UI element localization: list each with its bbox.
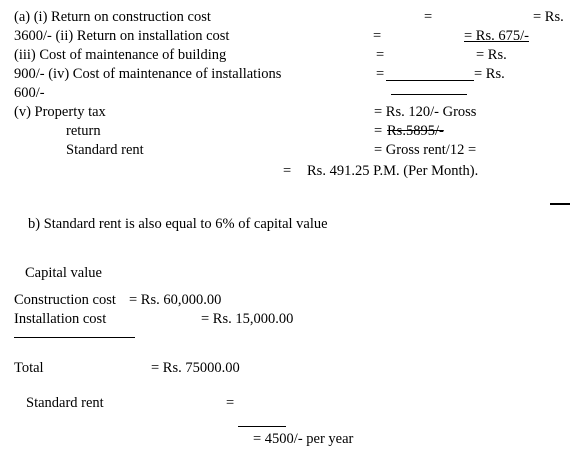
maintenance-building-label: (iii) Cost of maintenance of building — [14, 47, 227, 63]
continuation-600: 600/- — [14, 85, 45, 101]
standard-rent-b-eq: = — [226, 395, 235, 411]
monthly-rent-eq: = — [283, 163, 292, 179]
part-b-statement: b) Standard rent is also equal to 6% of capital value — [28, 216, 328, 232]
maintenance-building-eq: = — [376, 47, 385, 63]
return-installation-eq: = — [373, 28, 382, 44]
standard-rent-formula: = Gross rent/12 = — [374, 142, 477, 158]
sum-rule — [391, 94, 467, 95]
maintenance-installations-eq: = — [376, 66, 385, 82]
return-construction-eq: = — [424, 9, 433, 25]
property-tax-value: = Rs. 120/- Gross — [374, 104, 477, 120]
total-value: = Rs. 75000.00 — [151, 360, 240, 376]
underline-rule — [386, 80, 474, 81]
total-label: Total — [14, 360, 44, 376]
return-construction-value: = Rs. — [533, 9, 564, 25]
gross-return-eq: = — [374, 123, 383, 139]
standard-rent-result: = 4500/- per year — [253, 431, 354, 447]
corner-rule — [550, 203, 570, 205]
maintenance-building-value: = Rs. — [476, 47, 507, 63]
gross-return-label: return — [66, 123, 101, 139]
gross-return-value: Rs.5895/- — [387, 123, 444, 139]
construction-cost-label: Construction cost — [14, 292, 116, 308]
construction-cost-value: = Rs. 60,000.00 — [129, 292, 222, 308]
installation-cost-label: Installation cost — [14, 311, 107, 327]
maintenance-installations-value: = Rs. — [474, 66, 505, 82]
standard-rent-label: Standard rent — [66, 142, 144, 158]
total-rule — [14, 337, 135, 338]
installation-cost-value: = Rs. 15,000.00 — [201, 311, 294, 327]
return-construction-label: (a) (i) Return on construction cost — [14, 9, 211, 25]
standard-rent-b-label: Standard rent — [26, 395, 104, 411]
maintenance-installations-label: 900/- (iv) Cost of maintenance of installations — [14, 66, 282, 82]
property-tax-label: (v) Property tax — [14, 104, 106, 120]
monthly-rent-value: Rs. 491.25 P.M. (Per Month). — [307, 163, 479, 179]
return-installation-value: = Rs. 675/- — [464, 28, 529, 44]
return-installation-label: 3600/- (ii) Return on installation cost — [14, 28, 230, 44]
result-rule — [238, 426, 286, 427]
capital-value-heading: Capital value — [25, 265, 102, 281]
